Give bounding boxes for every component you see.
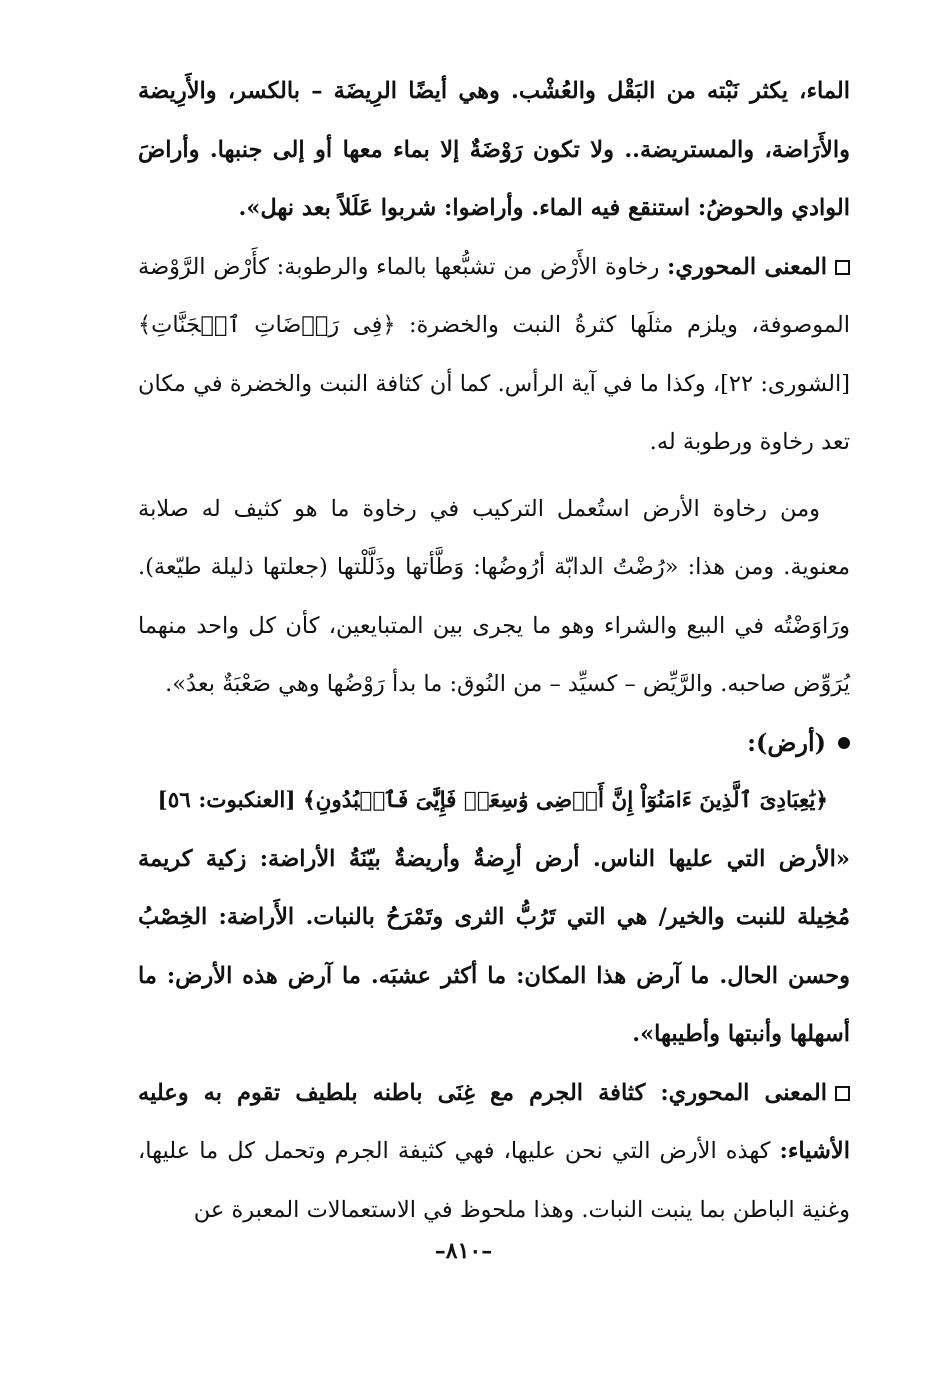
entry-heading — [138, 714, 850, 772]
page-body — [138, 62, 850, 1239]
quran-verse-text: ﴿يَٰعِبَادِىَ ٱلَّذِينَ ءَامَنُوٓاْ إِنَّ أَرۡضِى وَٰسِعَةٞ فَإِيَّٰىَ فَٱعۡبُدُونِ﴾ [العنكبوت: ٥٦] — [157, 787, 828, 813]
square-box-icon — [835, 260, 850, 275]
entry-heading-text: (أرض): — [747, 727, 826, 757]
square-box-icon — [835, 1086, 850, 1101]
quran-verse — [138, 772, 850, 830]
paragraph-3-text: ومن رخاوة الأرض استُعمل التركيب في رخاوة ما هو كثيف له صلابة معنوية. ومن هذا: «رُضْتُ الدابّة أرُوضُها: وَطَّأتها وذَلَّلْتها (جعلتها ذليلة طيّعة). ورَاوَضْتُه في البيع والشراء وهو ما يجرى بين المتبايعين، كأن كل واحد منهما يُرَوِّض صاحبه. والرَّيِّض – كسيِّد – من النُوق: ما بدأ رَوْضُها وهي صَعْبَةٌ بعدُ». — [138, 495, 850, 697]
paragraph-4 — [138, 830, 850, 1064]
paragraph-3 — [138, 480, 850, 714]
paragraph-1 — [138, 62, 850, 238]
paragraph-5-bold-text: كثافة الجرم مع غِنَى باطنه بلطيف تقوم به وعليه الأشياء: — [138, 1079, 850, 1164]
paragraph-2-label: المعنى المحوري: — [667, 253, 828, 280]
paragraph-5 — [138, 1064, 850, 1240]
paragraph-2 — [138, 238, 850, 472]
page-number: –٨١٠– — [434, 1238, 493, 1264]
bullet-icon — [838, 737, 850, 749]
paragraph-4-text: «الأرض التي عليها الناس. أرض أرِضةٌ وأريضةٌ بيّنَةُ الأراضة: زكية كريمة مُخِيلة للنبت والخير/ هي التي تَرُبُّ الثرى وتَمْرَحُ بالنبات. الأَراضة: الخِصْبُ وحسن الحال. ما آرض هذا المكان: ما أكثر عشبَه. ما آرض هذه الأرض: ما أسهلها وأنبتها وأطيبها». — [138, 845, 850, 1047]
paragraph-5-text: كهذه الأرض التي نحن عليها، فهي كثيفة الجرم وتحمل كل ما عليها، وغنية الباطن بما ينبت النبات. وهذا ملحوظ في الاستعمالات المعبرة عن — [138, 1138, 850, 1223]
paragraph-5-label: المعنى المحوري: — [660, 1079, 828, 1106]
paragraph-2-text: رخاوة الأَرْض من تشبُّعها بالماء والرطوبة: كأَرْض الرَّوْضة الموصوفة، ويلزم مثلَها كثرةُ النبت والخضرة: ﴿فِى رَوۡضَاتِ ٱلۡجَنَّاتِ﴾ [الشورى: ٢٢]، وكذا ما في آية الرأس. كما أن كثافة النبت والخضرة في مكان تعد رخاوة ورطوبة له. — [138, 253, 850, 455]
paragraph-1-text: الماء، يكثر نَبْته من البَقْل والعُشْب. وهي أيضًا الرِيضَة – بالكسر، والأَرِيضة والأَرَاضة، والمستريضة.. ولا تكون رَوْضَةٌ إلا بماء معها أو إلى جنبها. وأراضَ الوادي والحوضُ: استنقع فيه الماء. وأراضوا: شربوا عَلَلاً بعد نهل». — [138, 78, 850, 221]
